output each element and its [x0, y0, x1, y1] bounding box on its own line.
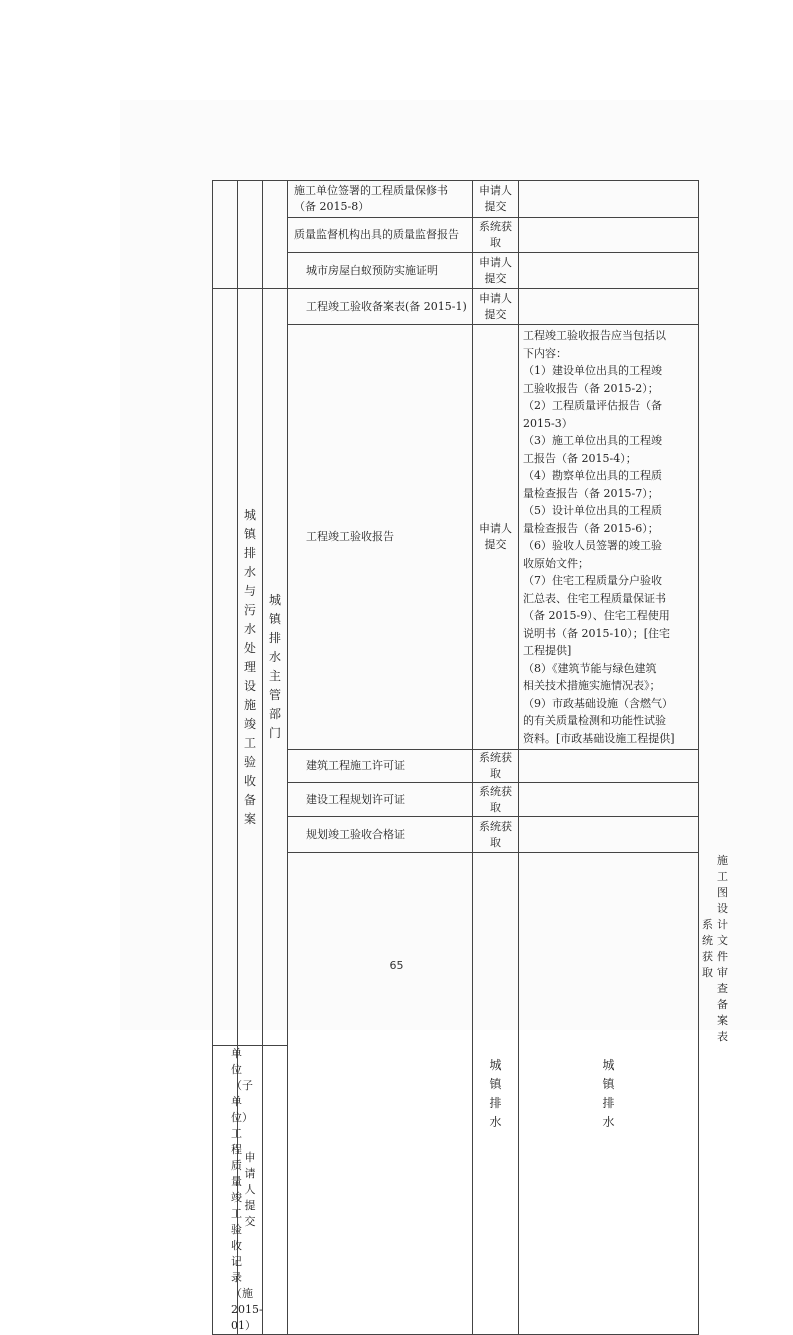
table-row	[213, 289, 699, 325]
empty-cell	[213, 289, 238, 1046]
department-cell	[263, 289, 288, 1046]
material-source: 申请人提交	[238, 1046, 263, 1335]
category-cell	[473, 853, 519, 1335]
note-cell	[519, 325, 699, 750]
department-label: 城镇排水	[602, 1057, 615, 1129]
note-line: 的有关质量检测和功能性试验	[523, 714, 666, 727]
note-cell	[519, 181, 699, 218]
material-source: 申请人提交	[473, 253, 519, 289]
note-line: 相关技术措施实施情况表》；	[523, 679, 661, 692]
material-source: 申请人提交	[473, 289, 519, 325]
note-line: 量检查报告（备 2015-7）；	[523, 486, 659, 500]
note-line: 工验收报告（备 2015-2）；	[523, 381, 659, 395]
note-line: 量检查报告（备 2015-6）；	[523, 521, 659, 535]
empty-cell	[213, 181, 238, 289]
note-cell	[519, 817, 699, 853]
material-name: 工程竣工验收报告	[288, 325, 473, 750]
note-line: 收原始文件；	[523, 556, 589, 570]
note-cell	[519, 289, 699, 325]
note-line: （4）勘察单位出具的工程质	[523, 469, 662, 482]
material-name: 城市房屋白蚁预防实施证明	[288, 253, 473, 289]
material-name: 建设工程规划许可证	[288, 783, 473, 817]
note-cell	[519, 750, 699, 783]
material-name: 质量监督机构出具的质量监督报告	[288, 218, 473, 253]
note-cell	[263, 1046, 288, 1335]
note-line: 资料。[市政基础设施工程提供]	[523, 731, 675, 745]
note-line: （5）设计单位出具的工程质	[523, 504, 662, 517]
material-source: 申请人提交	[473, 181, 519, 218]
material-source: 系统获取	[473, 783, 519, 817]
empty-cell	[288, 853, 473, 1335]
note-line: 下内容：	[523, 346, 567, 360]
note-line: 2015-3）	[523, 416, 573, 430]
note-line: （1）建设单位出具的工程竣	[523, 364, 662, 377]
material-name: 施工单位签署的工程质量保修书（备 2015-8）	[288, 181, 473, 218]
note-line: 工程竣工验收报告应当包括以	[523, 329, 666, 342]
note-line: （6）验收人员签署的竣工验	[523, 539, 662, 552]
note-cell	[519, 218, 699, 253]
material-name: 单位（子单位）工程质量竣工验收记录（施 2015-01）	[213, 1046, 238, 1335]
category-cell	[238, 289, 263, 1046]
note-line: （备 2015-9）、住宅工程使用	[523, 609, 670, 622]
note-line: 工程提供]	[523, 644, 572, 657]
table-row: 城镇排水 城镇排水 表	[213, 853, 699, 1046]
material-source: 系统获取	[473, 750, 519, 783]
note-line: （7）住宅工程质量分户验收	[523, 574, 662, 587]
note-line: 汇总表、住宅工程质量保证书	[523, 591, 666, 605]
department-cell	[519, 853, 699, 1335]
page-number: 65	[389, 959, 404, 972]
material-name: 建筑工程施工许可证	[288, 750, 473, 783]
note-cell	[519, 253, 699, 289]
department-label: 城镇排水主管部门	[268, 593, 281, 740]
category-label: 城镇排水与污水处理设施竣工验收备案	[243, 507, 256, 826]
category-label: 城镇排水	[489, 1057, 502, 1129]
table-row	[213, 181, 699, 218]
note-line: （8）《建筑节能与绿色建筑	[523, 661, 657, 675]
note-line: 说明书（备 2015-10）；[住宅	[523, 626, 670, 640]
note-cell	[519, 783, 699, 817]
note-line: （9）市政基础设施（含燃气）	[523, 696, 673, 710]
material-name: 规划竣工验收合格证	[288, 817, 473, 853]
requirements-table	[212, 180, 728, 1335]
note-line: 工报告（备 2015-4）；	[523, 451, 637, 465]
note-line: （2）工程质量评估报告（备	[523, 399, 662, 412]
empty-cell	[238, 181, 263, 289]
material-source: 系统获取	[473, 817, 519, 853]
material-name: 工程竣工验收备案表(备 2015-1)	[288, 289, 473, 325]
material-source: 系统获取	[473, 218, 519, 253]
empty-cell	[263, 181, 288, 289]
material-source: 申请人提交	[473, 325, 519, 750]
note-line: （3）施工单位出具的工程竣	[523, 434, 662, 447]
